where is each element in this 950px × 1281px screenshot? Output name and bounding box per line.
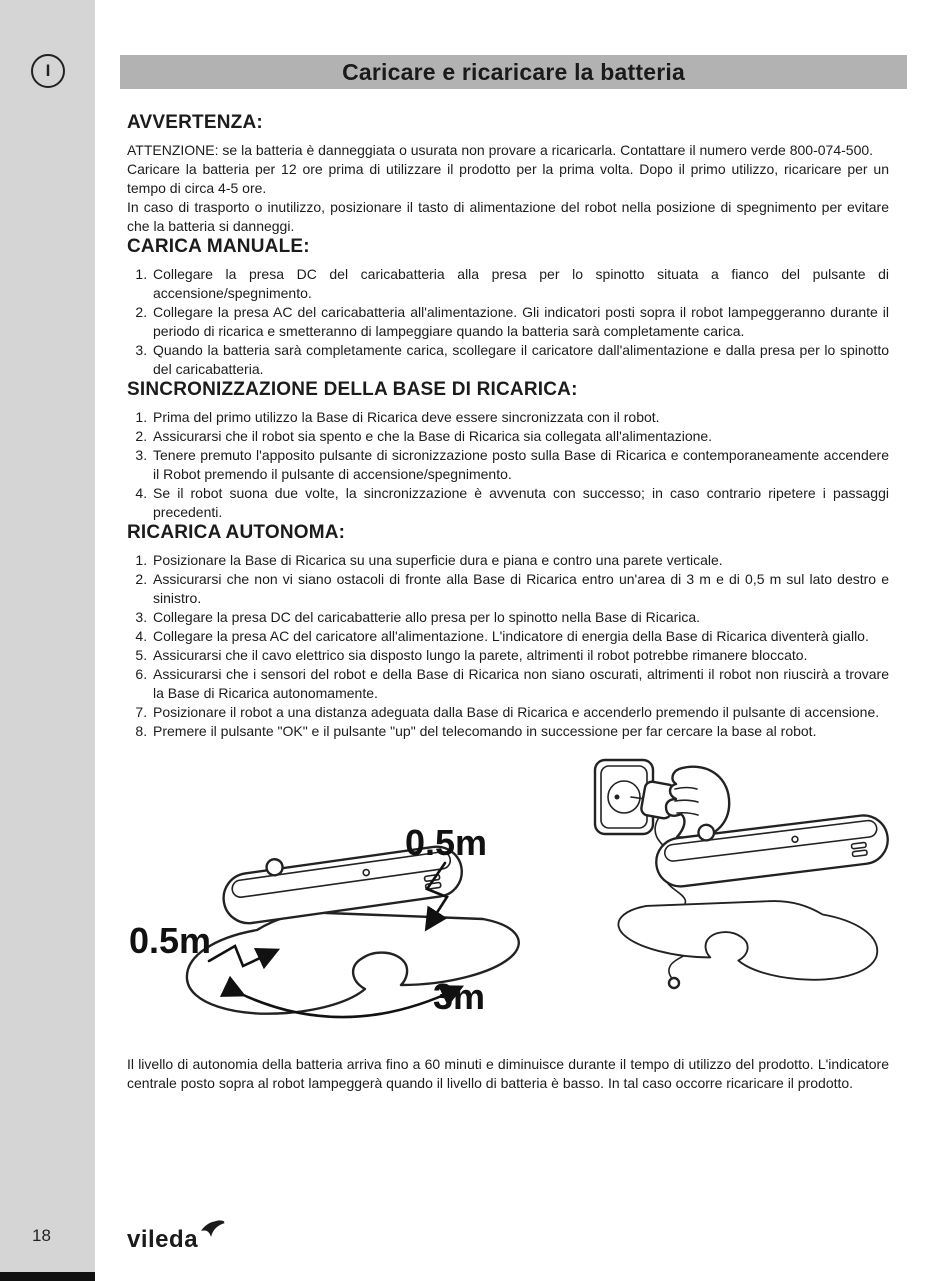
numbered-list bbox=[127, 265, 889, 379]
list-item: 3. Collegare la presa DC del caricabatterie allo presa per lo spinotto nella Base di Ricarica. bbox=[151, 608, 889, 627]
page-number: 18 bbox=[32, 1226, 51, 1245]
numbered-list bbox=[127, 551, 889, 741]
list-item: 1. Posizionare la Base di Ricarica su una superficie dura e piana e contro una parete verticale. bbox=[151, 551, 889, 570]
title-bar bbox=[120, 55, 907, 89]
language-badge bbox=[31, 54, 65, 88]
cord-jack-sketch bbox=[669, 978, 679, 988]
hand-sketch bbox=[666, 767, 729, 839]
left-base-drawing bbox=[129, 822, 519, 1017]
list-item: 3. Tenere premuto l'apposito pulsante di sicronizzazione posto sulla Base di Ricarica e contemporaneamente accendere il Robot premendo il pulsante di accensione/spegnimento. bbox=[151, 446, 889, 484]
paragraph: Caricare la batteria per 12 ore prima di utilizzare il prodotto per la prima volta. Dopo il primo utilizzo, ricaricare per un tempo di circa 4-5 ore. bbox=[127, 161, 889, 196]
vileda-logo bbox=[127, 1218, 226, 1252]
section-heading: SINCRONIZZAZIONE DELLA BASE DI RICARICA: bbox=[127, 379, 578, 400]
autonomy-paragraph: Il livello di autonomia della batteria arriva fino a 60 minuti e diminuisce durante il tempo di utilizzo del prodotto. L'indicatore centrale posto sopra al robot lampeggerà quando il livello di batteria è basso. In tal caso occorre ricaricare il prodotto. bbox=[127, 1056, 889, 1091]
list-item: 8. Premere il pulsante "OK" e il pulsante "up" del telecomando in successione per far cercare la base al robot. bbox=[151, 722, 889, 741]
content-column bbox=[127, 112, 889, 1093]
left-margin-strip bbox=[0, 0, 95, 1281]
paragraph: In caso di trasporto o inutilizzo, posizionare il tasto di alimentazione del robot nella posizione di spegnimento per evitare che la batteria si danneggi. bbox=[127, 199, 889, 234]
section-heading: RICARICA AUTONOMA: bbox=[127, 522, 346, 543]
section-carica-manuale bbox=[127, 236, 889, 379]
list-item: 4. Se il robot suona due volte, la sincronizzazione è avvenuta con successo; in caso contrario ripetere i passaggi precedenti. bbox=[151, 484, 889, 522]
list-item: 5. Assicurarsi che il cavo elettrico sia disposto lungo la parete, altrimenti il robot potrebbe rimanere bloccato. bbox=[151, 646, 889, 665]
language-letter: I bbox=[45, 61, 51, 80]
illustration-svg bbox=[127, 755, 889, 1055]
list-item: 2. Assicurarsi che non vi siano ostacoli di fronte alla Base di Ricarica entro un'area di 3 m e di 0,5 m sul lato destro e sinistro. bbox=[151, 570, 889, 608]
paragraph: ATTENZIONE: se la batteria è danneggiata o usurata non provare a ricaricarla. Contattare il numero verde 800-074-500. bbox=[127, 142, 874, 158]
section-heading: CARICA MANUALE: bbox=[127, 236, 310, 257]
bird-icon bbox=[200, 1218, 226, 1238]
list-item: 2. Collegare la presa AC del caricabatteria all'alimentazione. Gli indicatori posti sopra il robot lampeggeranno durante il periodo di ricarica e smetteranno di lampeggiare quando la batteria sarà completamente carica. bbox=[151, 303, 889, 341]
section-heading: AVVERTENZA: bbox=[127, 112, 263, 133]
print-crop-mark bbox=[0, 1272, 95, 1281]
section-sincronizzazione bbox=[127, 379, 889, 522]
page-title: Caricare e ricaricare la batteria bbox=[342, 58, 685, 85]
logo-text: vileda bbox=[127, 1226, 199, 1253]
figure-label-right-clearance: 0.5m bbox=[405, 822, 488, 863]
numbered-list bbox=[127, 408, 889, 522]
figure-label-left-clearance: 0.5m bbox=[129, 920, 212, 961]
right-base-drawing bbox=[595, 760, 889, 988]
list-item: 6. Assicurarsi che i sensori del robot e della Base di Ricarica non siano oscurati, altrimenti il robot non riuscirà a trovare la Base di Ricarica autonomamente. bbox=[151, 665, 889, 703]
list-item: 3. Quando la batteria sarà completamente carica, scollegare il caricatore dall'alimentazione e dalla presa per lo spinotto del caricabatteria. bbox=[151, 341, 889, 379]
list-item: 7. Posizionare il robot a una distanza adeguata dalla Base di Ricarica e accenderlo premendo il pulsante di accensione. bbox=[151, 703, 889, 722]
charging-base-illustration bbox=[127, 755, 889, 1055]
list-item: 4. Collegare la presa AC del caricatore all'alimentazione. L'indicatore di energia della Base di Ricarica diventerà giallo. bbox=[151, 627, 889, 646]
list-item: 1. Prima del primo utilizzo la Base di Ricarica deve essere sincronizzata con il robot. bbox=[151, 408, 889, 427]
figure-label-front-clearance: 3m bbox=[433, 976, 486, 1017]
list-item: 2. Assicurarsi che il robot sia spento e che la Base di Ricarica sia collegata all'alimentazione. bbox=[151, 427, 889, 446]
list-item: 1. Collegare la presa DC del caricabatteria alla presa per lo spinotto situata a fianco del pulsante di accensione/spegnimento. bbox=[151, 265, 889, 303]
section-ricarica-autonoma bbox=[127, 522, 889, 741]
section-avvertenza bbox=[127, 112, 889, 236]
